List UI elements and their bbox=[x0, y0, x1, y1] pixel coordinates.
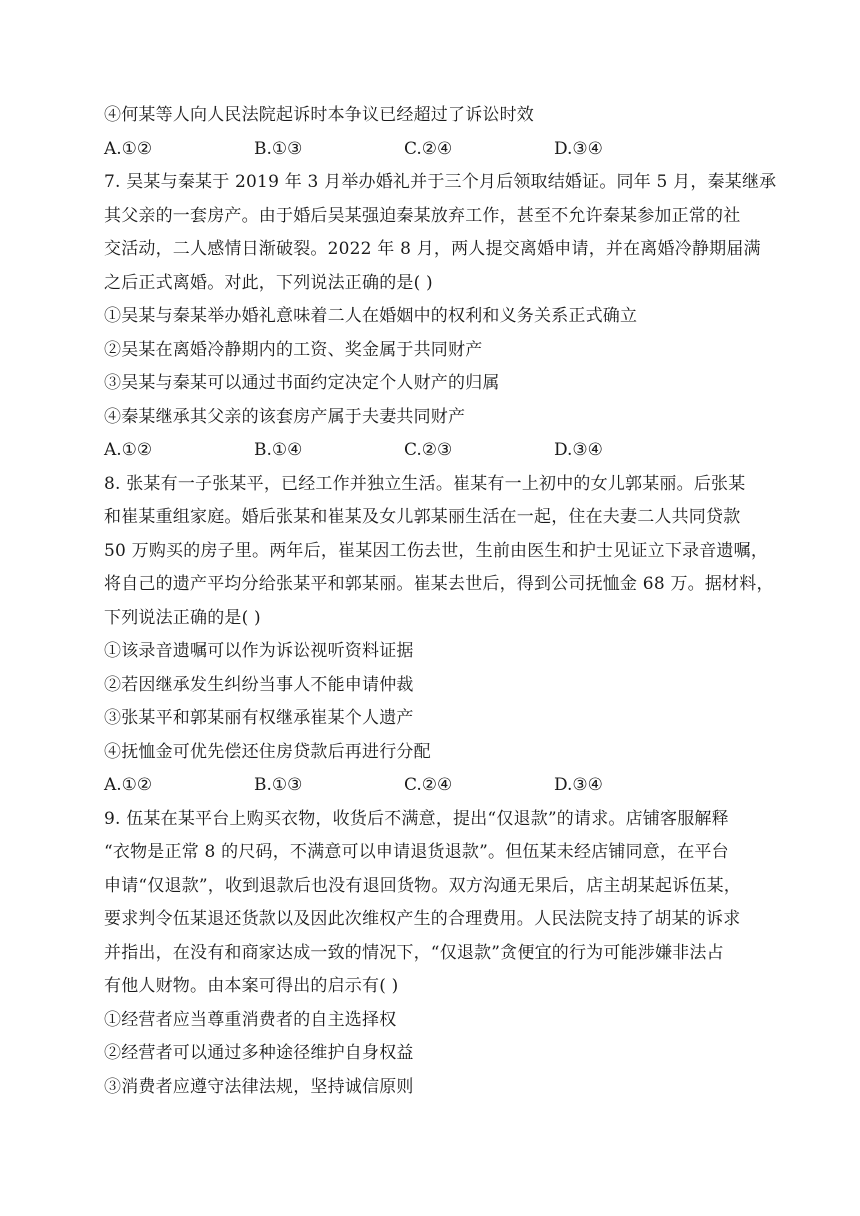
question-7-text: 其父亲的一套房产。由于婚后吴某强迫秦某放弃工作，甚至不允许秦某参加正常的社 bbox=[104, 205, 741, 226]
statement-line: ①经营者应当尊重消费者的自主选择权 bbox=[104, 1009, 397, 1030]
question-9-text: 9. 伍某在某平台上购买衣物，收货后不满意，提出“仅退款”的请求。店铺客服解释 bbox=[104, 808, 729, 829]
statement-line: ②经营者可以通过多种途径维护自身权益 bbox=[104, 1043, 414, 1063]
option-c: C.②④ bbox=[404, 138, 453, 159]
option-d: D.③④ bbox=[554, 775, 603, 795]
question-9-text: 申请“仅退款”，收到退款后也没有退回货物。双方沟通无果后，店主胡某起诉伍某， bbox=[104, 875, 741, 896]
statement-line: ④秦某继承其父亲的该套房产属于夫妻共同财产 bbox=[104, 406, 466, 427]
question-9-text: 有他人财物。由本案可得出的启示有( ) bbox=[104, 976, 399, 996]
statement-line: ①吴某与秦某举办婚礼意味着二人在婚姻中的权利和义务关系正式确立 bbox=[104, 306, 638, 326]
statement-line: ④抚恤金可优先偿还住房贷款后再进行分配 bbox=[104, 741, 431, 762]
option-a: A.①② bbox=[104, 440, 153, 460]
statement-line: ③张某平和郭某丽有权继承崔某个人遗产 bbox=[104, 708, 414, 728]
statement-line: ③吴某与秦某可以通过书面约定决定个人财产的归属 bbox=[104, 373, 500, 393]
answer-options bbox=[104, 434, 774, 468]
exam-page bbox=[104, 99, 777, 1104]
question-7-text: 7. 吴某与秦某于 2019 年 3 月举办婚礼并于三个月后领取结婚证。同年 5 月，秦某继承 bbox=[104, 172, 777, 192]
question-9-text: “衣物是正常 8 的尺码，不满意可以申请退货退款”。但伍某未经店铺同意，在平台 bbox=[104, 842, 729, 862]
question-7-text: 交活动，二人感情日渐破裂。2022 年 8 月，两人提交离婚申请，并在离婚冷静期届满 bbox=[104, 239, 761, 259]
option-b: B.①④ bbox=[254, 440, 303, 460]
question-8-text: 50 万购买的房子里。两年后，崔某因工伤去世，生前由医生和护士见证立下录音遗嘱， bbox=[104, 540, 769, 561]
question-8-text: 和崔某重组家庭。婚后张某和崔某及女儿郭某丽生活在一起，住在夫妻二人共同贷款 bbox=[104, 507, 741, 527]
option-c: C.②④ bbox=[404, 775, 453, 795]
option-c: C.②③ bbox=[404, 440, 453, 460]
statement-line: ①该录音遗嘱可以作为诉讼视听资料证据 bbox=[104, 641, 414, 661]
question-7-text: 之后正式离婚。对此，下列说法正确的是( ) bbox=[104, 272, 433, 293]
option-a: A.①② bbox=[104, 775, 153, 795]
question-9-text: 要求判令伍某退还货款以及因此次维权产生的合理费用。人民法院支持了胡某的诉求 bbox=[104, 909, 741, 929]
statement-line: ③消费者应遵守法律法规，坚持诚信原则 bbox=[104, 1076, 414, 1097]
option-b: B.①③ bbox=[254, 138, 303, 159]
question-8-text: 下列说法正确的是( ) bbox=[104, 607, 261, 628]
question-9-text: 并指出，在没有和商家达成一致的情况下，“仅退款”贪便宜的行为可能涉嫌非法占 bbox=[104, 942, 724, 963]
question-8-text: 将自己的遗产平均分给张某平和郭某丽。崔某去世后，得到公司抚恤金 68 万。据材料， bbox=[104, 574, 774, 594]
answer-options bbox=[104, 769, 774, 803]
question-8-text: 8. 张某有一子张某平，已经工作并独立生活。崔某有一上初中的女儿郭某丽。后张某 bbox=[104, 473, 746, 494]
statement-line: ④何某等人向人民法院起诉时本争议已经超过了诉讼时效 bbox=[104, 105, 534, 125]
statement-line: ②若因继承发生纠纷当事人不能申请仲裁 bbox=[104, 674, 414, 695]
option-b: B.①③ bbox=[254, 775, 303, 795]
option-d: D.③④ bbox=[554, 138, 603, 159]
option-a: A.①② bbox=[104, 138, 153, 159]
statement-line: ②吴某在离婚冷静期内的工资、奖金属于共同财产 bbox=[104, 339, 483, 360]
option-d: D.③④ bbox=[554, 440, 603, 460]
answer-options bbox=[104, 133, 774, 167]
